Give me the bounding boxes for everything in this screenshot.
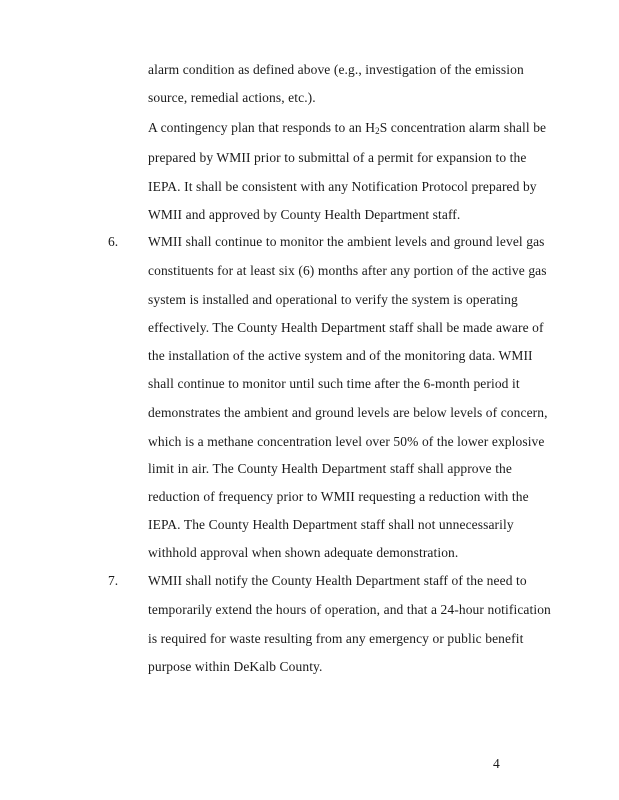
body-text-line: limit in air. The County Health Department staff shall approve the	[148, 461, 512, 476]
body-text-line: shall continue to monitor until such time after the 6-month period it	[148, 376, 520, 391]
page-number: 4	[493, 756, 500, 771]
body-text-line: WMII shall continue to monitor the ambient levels and ground level gas	[148, 234, 545, 249]
body-text-line: alarm condition as defined above (e.g., investigation of the emission	[148, 62, 524, 77]
body-text-line: demonstrates the ambient and ground levels are below levels of concern,	[148, 405, 548, 420]
item-number: 6.	[108, 234, 119, 249]
text-segment: A contingency plan that responds to an H	[148, 120, 376, 135]
body-text-line: IEPA. The County Health Department staff shall not unnecessarily	[148, 517, 514, 532]
body-text-line	[148, 120, 547, 136]
body-text-line: system is installed and operational to verify the system is operating	[148, 292, 518, 307]
body-text-line: WMII and approved by County Health Department staff.	[148, 207, 461, 222]
body-text-line: effectively. The County Health Department staff shall be made aware of	[148, 320, 544, 335]
body-text-line: IEPA. It shall be consistent with any Notification Protocol prepared by	[148, 179, 537, 194]
body-text-line: source, remedial actions, etc.).	[148, 90, 316, 105]
body-text-line: WMII shall notify the County Health Department staff of the need to	[148, 573, 527, 588]
body-text-line: purpose within DeKalb County.	[148, 659, 323, 674]
body-text-line: temporarily extend the hours of operation, and that a 24-hour notification	[148, 602, 551, 617]
body-text-line: reduction of frequency prior to WMII requesting a reduction with the	[148, 489, 529, 504]
text-segment: S concentration alarm shall be	[379, 120, 547, 135]
body-text-line: is required for waste resulting from any emergency or public benefit	[148, 631, 524, 646]
body-text-line: prepared by WMII prior to submittal of a permit for expansion to the	[148, 150, 527, 165]
item-number: 7.	[108, 573, 119, 588]
subscript: 2	[375, 126, 380, 136]
body-text-line: which is a methane concentration level over 50% of the lower explosive	[148, 434, 545, 449]
body-text-line: withhold approval when shown adequate demonstration.	[148, 545, 459, 560]
body-text-line: the installation of the active system and of the monitoring data. WMII	[148, 348, 533, 363]
body-text-line: constituents for at least six (6) months after any portion of the active gas	[148, 263, 547, 278]
